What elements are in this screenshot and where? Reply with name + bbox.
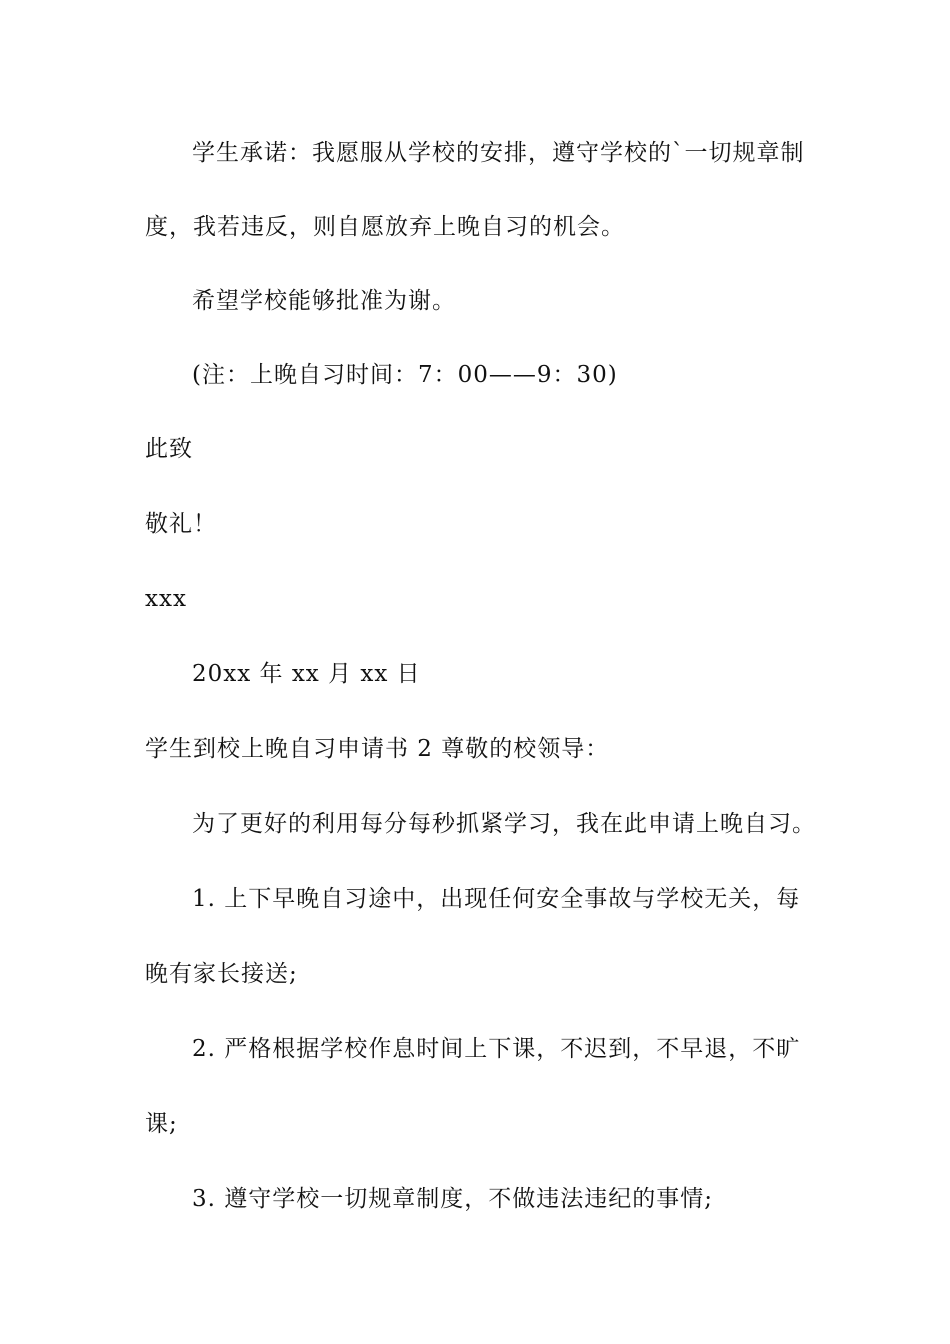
- closing-salutation-2: 敬礼！: [145, 511, 217, 537]
- rule-2-line-2: 课;: [145, 1111, 178, 1137]
- rule-1-line-1: 1. 上下早晚自习途中，出现任何安全事故与学校无关，每: [192, 886, 801, 912]
- commitment-line-1: 学生承诺：我愿服从学校的安排，遵守学校的`一切规章制: [192, 140, 805, 166]
- schedule-note: (注：上晚自习时间：7：00——9：30): [192, 362, 618, 388]
- rule-1-line-2: 晚有家长接送;: [145, 961, 298, 987]
- rule-2-line-1: 2. 严格根据学校作息时间上下课，不迟到，不早退，不旷: [192, 1036, 801, 1062]
- commitment-line-2: 度，我若违反，则自愿放弃上晚自习的机会。: [145, 214, 625, 240]
- second-letter-heading: 学生到校上晚自习申请书 2 尊敬的校领导：: [145, 736, 610, 762]
- rule-3: 3. 遵守学校一切规章制度，不做违法违纪的事情;: [192, 1186, 714, 1212]
- signature-date: 20xx 年 xx 月 xx 日: [192, 661, 421, 687]
- signature-name: xxx: [145, 586, 187, 612]
- purpose-statement: 为了更好的利用每分每秒抓紧学习，我在此申请上晚自习。: [192, 811, 816, 837]
- approval-request: 希望学校能够批准为谢。: [192, 288, 456, 314]
- closing-salutation-1: 此致: [145, 436, 193, 462]
